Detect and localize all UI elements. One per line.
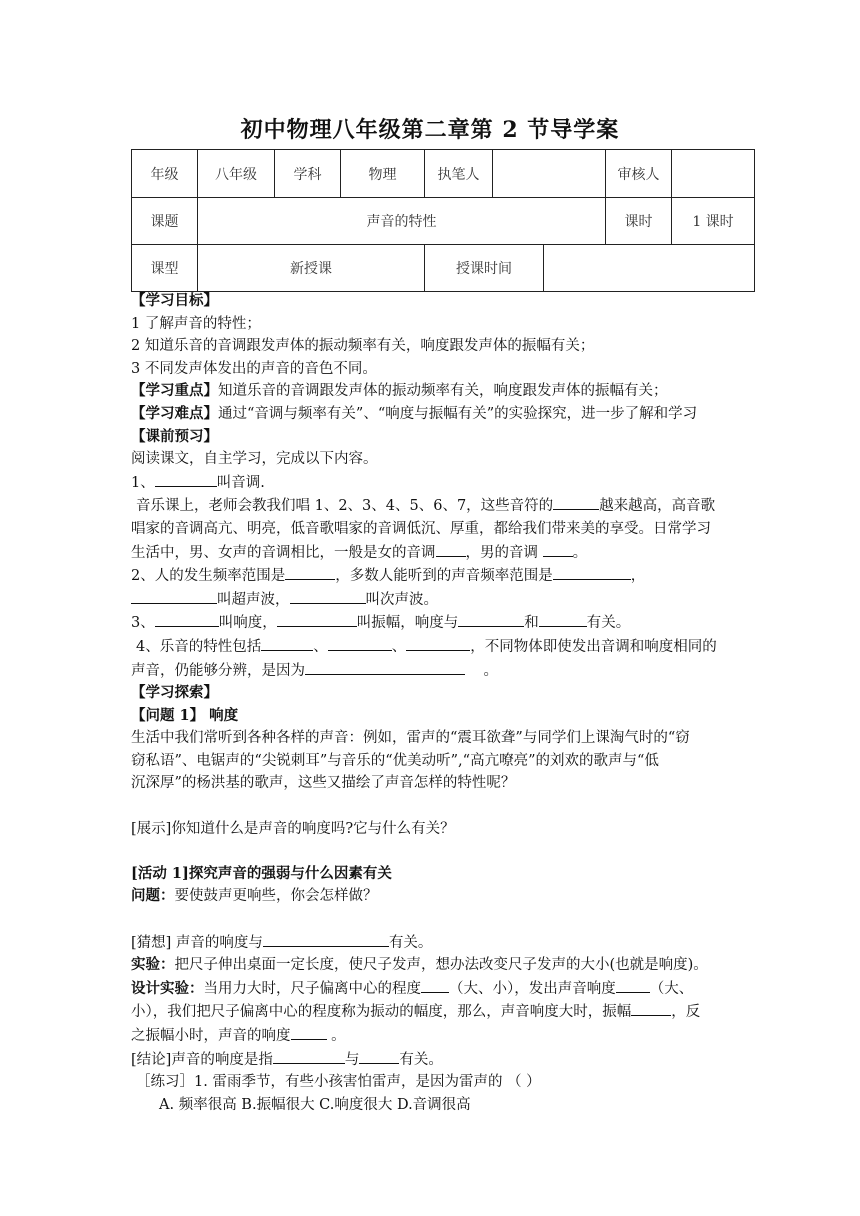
design-line-3 (131, 1024, 761, 1048)
answer-blank[interactable] (436, 541, 466, 557)
text-fragment: 之振幅小时，声音的响度 (131, 1028, 291, 1044)
answer-blank[interactable] (277, 611, 357, 627)
text-fragment: ，反 (671, 1004, 701, 1021)
text-fragment: 叫超声波， (217, 591, 290, 608)
text-fragment: 叫音调. (216, 474, 265, 491)
answer-blank[interactable] (328, 635, 392, 651)
difficult-points-heading: 【学习难点】 (131, 404, 218, 422)
difficult-points-text: 通过“音调与频率有关”、“响度与振幅有关”的实验探究，进一步了解和学习 (218, 405, 698, 422)
answer-blank[interactable] (458, 611, 524, 627)
text-fragment: 与 (344, 1051, 360, 1068)
key-points-text: 知道乐音的音调跟发声体的振动频率有关，响度跟发声体的振幅有关； (218, 383, 668, 400)
text-fragment: 小），我们把尺子偏离中心的程度称为振动的幅度，那么，声音响度大时，振幅 (131, 1004, 632, 1021)
experiment-line (131, 954, 761, 977)
question-text: 要使鼓声更响些，你会怎样做？ (174, 888, 378, 905)
text-fragment: ，多数人能听到的声音频率范围是 (335, 568, 553, 585)
answer-blank[interactable] (291, 1024, 327, 1040)
text-fragment: 有关。 (586, 615, 631, 632)
text-fragment: 3、 (131, 615, 155, 632)
text-fragment: 声音，仍能够分辨，是因为 (131, 662, 305, 679)
text-fragment: 越来越高，高音歌 (599, 498, 716, 515)
section-heading-explore: 【学习探索】 (131, 684, 218, 702)
conclusion-line (131, 1048, 761, 1072)
answer-blank[interactable] (543, 541, 573, 557)
answer-blank[interactable] (290, 588, 366, 604)
text-fragment: 有关。 (388, 934, 433, 951)
question-label: 问题： (131, 887, 175, 905)
text-fragment: 2、人的发生频率范围是 (131, 568, 286, 585)
question-1-line-4 (131, 541, 761, 565)
topic-value: 声音的特性 (198, 198, 606, 245)
subject-label: 学科 (275, 150, 341, 198)
practice-heading: ［练习］ (136, 1074, 194, 1091)
text-fragment: ， (630, 568, 646, 585)
subject-value: 物理 (341, 150, 425, 198)
body-content (131, 290, 761, 1116)
author-value (493, 150, 606, 198)
activity-1-heading: [活动 1]探究声音的强弱与什么因素有关 (131, 864, 392, 882)
answer-blank[interactable] (261, 635, 313, 651)
question-4-line-2 (131, 659, 761, 683)
text-fragment: 。 (572, 544, 588, 561)
section-heading-preview: 【课前预习】 (131, 427, 218, 445)
type-value: 新授课 (198, 245, 425, 292)
text-fragment: ，男的音调 (465, 544, 538, 561)
text-fragment: 和 (524, 615, 539, 632)
text-fragment: 音乐课上，老师会教我们唱 1、2、3、4、5、6、7，这些音符的 (136, 498, 554, 515)
hours-value: 1 课时 (672, 198, 755, 245)
reviewer-value (672, 150, 755, 198)
experiment-label: 实验： (131, 956, 175, 974)
answer-blank[interactable] (421, 977, 449, 993)
text-fragment: 叫响度， (218, 615, 277, 632)
preview-intro: 阅读课文，自主学习，完成以下内容。 (131, 451, 378, 468)
question-2-line-2 (131, 588, 761, 612)
text-fragment: 、 (313, 638, 328, 655)
difficult-points (131, 403, 761, 426)
goal-3: 3 不同发声体发出的声音的音色不同。 (131, 360, 377, 377)
conclusion-heading: [结论] (131, 1051, 172, 1068)
question-1-line-2 (131, 494, 761, 518)
practice-options: A. 频率很高 B.振幅很大 C.响度很大 D.音调很高 (159, 1096, 471, 1113)
intro-paragraph-line-3: 沉深厚”的杨洪基的歌声，这些又描绘了声音怎样的特性呢？ (131, 775, 516, 792)
answer-blank[interactable] (553, 494, 599, 510)
text-fragment: 当用力大时，尺子偏离中心的程度 (203, 980, 421, 997)
answer-blank[interactable] (155, 611, 219, 627)
problem-1-heading: 【问题 1】 响度 (131, 706, 239, 724)
text-fragment: 叫次声波。 (365, 591, 438, 608)
time-label: 授课时间 (425, 245, 544, 292)
question-4 (131, 635, 761, 659)
hours-label: 课时 (606, 198, 672, 245)
text-fragment: 4、乐音的特性包括 (136, 638, 262, 655)
text-fragment: （大、小），发出声音响度 (449, 980, 616, 997)
text-fragment: 有关。 (399, 1051, 443, 1068)
grade-label: 年级 (132, 150, 198, 198)
text-fragment: 、 (391, 638, 407, 655)
info-table (131, 149, 755, 292)
text-fragment: 叫振幅，响度与 (356, 615, 459, 632)
time-value (544, 245, 755, 292)
grade-value: 八年级 (198, 150, 275, 198)
section-heading-goals: 【学习目标】 (131, 292, 218, 309)
answer-blank[interactable] (305, 659, 465, 675)
practice-text: 1. 雷雨季节，有些小孩害怕雷声，是因为雷声的 （ ） (194, 1074, 541, 1091)
question-2 (131, 564, 761, 588)
answer-blank[interactable] (131, 588, 217, 604)
practice-question (131, 1071, 761, 1094)
type-label: 课型 (132, 245, 198, 292)
answer-blank[interactable] (616, 977, 650, 993)
answer-blank[interactable] (406, 635, 470, 651)
design-line-1 (131, 977, 761, 1001)
key-points-heading: 【学习重点】 (131, 382, 218, 400)
answer-blank[interactable] (155, 471, 217, 487)
text-fragment: 。 (483, 662, 498, 679)
answer-blank[interactable] (553, 564, 631, 580)
answer-blank[interactable] (273, 1048, 345, 1064)
text-fragment: 声音的响度是指 (171, 1051, 273, 1068)
text-fragment: 1、 (131, 474, 155, 491)
show-text: 你知道什么是声音的响度吗?它与什么有关？ (171, 820, 455, 837)
text-fragment: （大、 (649, 980, 694, 997)
intro-paragraph-line-1: 生活中我们常听到各种各样的声音：例如，雷声的“震耳欲聋”与同学们上课淘气时的“窃 (131, 730, 690, 747)
answer-blank[interactable] (285, 564, 335, 580)
page-title: 初中物理八年级第二章第 2 节导学案 (240, 117, 620, 143)
guess-line (131, 931, 761, 955)
answer-blank[interactable] (263, 931, 389, 947)
answer-blank[interactable] (631, 1000, 671, 1016)
question-3 (131, 611, 761, 635)
intro-paragraph-line-2: 窃私语”、电锯声的“尖锐刺耳”与音乐的“优美动听”,“高亢嘹亮”的刘欢的歌声与“低 (131, 752, 659, 769)
text-fragment: 生活中，男、女声的音调相比，一般是女的音调 (131, 544, 436, 561)
show-heading: [展示] (131, 820, 172, 837)
answer-blank[interactable] (359, 1048, 399, 1064)
answer-blank[interactable] (539, 611, 587, 627)
question-1-line-3: 唱家的音调高亢、明亮，低音歌唱家的音调低沉、厚重，都给我们带来美的享受。日常学习 (131, 520, 711, 537)
design-line-2 (131, 1000, 761, 1024)
question-1 (131, 471, 761, 495)
text-fragment: 声音的响度与 (171, 934, 263, 951)
design-label: 设计实验： (131, 979, 204, 997)
show-question (131, 818, 761, 841)
text-fragment: 。 (326, 1028, 346, 1044)
goal-2: 2 知道乐音的音调跟发声体的振动频率有关，响度跟发声体的振幅有关； (131, 338, 595, 355)
goal-1: 1 了解声音的特性； (131, 315, 261, 332)
guess-heading: [猜想] (131, 934, 172, 951)
key-points (131, 380, 761, 403)
reviewer-label: 审核人 (606, 150, 672, 198)
author-label: 执笔人 (425, 150, 493, 198)
text-fragment: ，不同物体即使发出音调和响度相同的 (470, 638, 717, 655)
activity-question (131, 885, 761, 908)
experiment-text: 把尺子伸出桌面一定长度，使尺子发声，想办法改变尺子发声的大小(也就是响度)。 (174, 957, 708, 974)
topic-label: 课题 (132, 198, 198, 245)
